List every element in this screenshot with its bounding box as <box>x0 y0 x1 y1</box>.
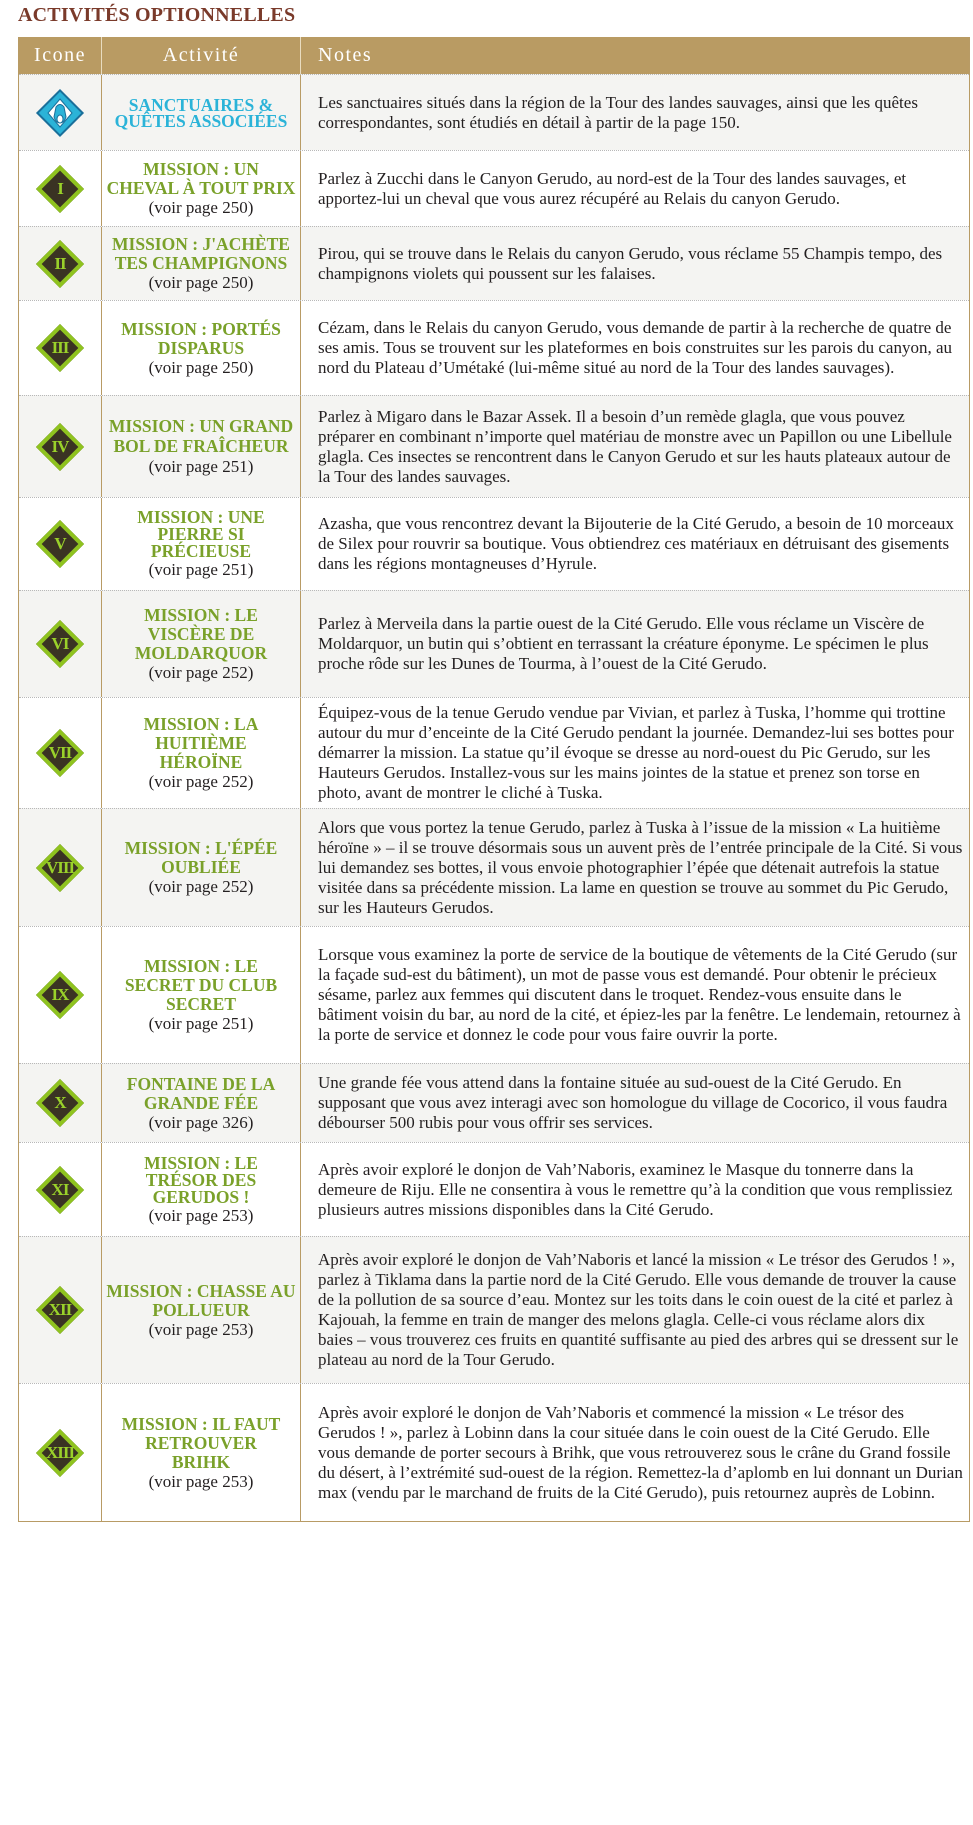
activity-cell <box>102 698 301 808</box>
table-row <box>19 808 969 926</box>
table-row <box>19 1383 969 1521</box>
activity-cell <box>102 591 301 697</box>
mission-diamond-icon <box>36 971 84 1019</box>
icon-cell <box>19 698 102 808</box>
page-reference: (voir page 251) <box>148 456 254 476</box>
mission-marker: II <box>54 253 66 273</box>
notes-cell: Équipez-vous de la tenue Gerudo vendue par Vivian, et parlez à Tuska, l’homme qui trottine autour du mur d’enceinte de la Cité Gerudo pendant la journée. Demandez-lui ses bottes pour démarrer la mission. La statue qu’il évoque se dresse au nord-ouest du Pic Gerudo, sur les Hauteurs Gerudos. Installez-vous sur les mains jointes de la statue et prenez son torse en photo, avant de montrer le cliché à Tuska. <box>318 703 954 802</box>
notes-cell: Cézam, dans le Relais du canyon Gerudo, vous demande de partir à la recherche de quatre de ses amis. Tous se trouvent sur les plateformes en bois construites sur les parois du canyon, au nord du Plateau d’Umétaké (lui-même situé au nord de la Tour des landes sauvages). <box>318 318 952 377</box>
page-reference: (voir page 251) <box>148 560 254 579</box>
mission-marker: XII <box>48 1300 72 1319</box>
table-row <box>19 590 969 697</box>
mission-diamond-icon <box>36 423 84 471</box>
page-reference: (voir page 251) <box>148 1014 254 1033</box>
activity-title: MISSION : IL FAUT RETROUVER BRIHK <box>121 1413 281 1472</box>
mission-marker: VII <box>48 743 72 762</box>
notes-cell: Parlez à Zucchi dans le Canyon Gerudo, au nord-est de la Tour des landes sauvages, et apportez-lui un cheval que vous aurez récupéré au Relais du canyon Gerudo. <box>318 168 907 208</box>
activity-title: MISSION : LE SECRET DU CLUB SECRET <box>124 956 278 1014</box>
page-reference: (voir page 253) <box>148 1471 254 1491</box>
page-reference: (voir page 250) <box>148 357 254 377</box>
activity-cell <box>102 1384 301 1521</box>
icon-cell <box>19 151 102 226</box>
page-title: ACTIVITÉS OPTIONNELLES <box>18 4 296 26</box>
notes-cell: Après avoir exploré le donjon de Vah’Naboris et lancé la mission « Le trésor des Gerudos ! », parlez à Tiklama dans la partie nord de la Cité Gerudo. Elle vous demande de trouver la cause de la pollution de sa source d’eau. Montez sur les toits dans le coin ouest de la cité et parlez à Kajouah, la femme en train de manger des melons glagla. Celle-ci vous réclame alors dix baies – vous trouverez ces fruits en quantité suffisante au pied des arbres qui se dressent sur le plateau au nord de la Tour Gerudo. <box>318 1250 959 1369</box>
page-reference: (voir page 252) <box>148 663 254 682</box>
activity-cell <box>102 301 301 395</box>
icon-cell <box>19 75 102 150</box>
activities-table <box>18 37 970 1522</box>
activity-title: SANCTUAIRES & QUÊTES ASSOCIÉES <box>114 94 288 131</box>
mission-marker: IV <box>51 436 69 456</box>
mission-diamond-icon <box>36 729 84 777</box>
notes-cell: Après avoir exploré le donjon de Vah’Naboris et commencé la mission « Le trésor des Gerudos ! », parlez à Lobinn dans la cour située dans le coin ouest de la Cité Gerudo. Elle vous demande de porter secours à Brihk, que vous retrouverez sous le crâne du Grand fossile du désert, à l’extrémité sud-ouest de la région. Remettez-la d’aplomb en lui donnant un Durian max (vendu par le marchand de fruits de la Cité Gerudo), puis retournez auprès de Lobinn. <box>318 1402 963 1502</box>
notes-cell: Parlez à Migaro dans le Bazar Assek. Il a besoin d’un remède glagla, que vous pouvez préparer en combinant n’importe quel matériau de monstre avec un Papillon ou une Libellule glagla. Ces insectes se rencontrent dans le Canyon Gerudo et sur les hauts plateaux autour de la Tour des landes sauvages. <box>318 406 952 486</box>
mission-diamond-icon <box>36 165 84 213</box>
icon-cell <box>19 227 102 300</box>
icon-cell <box>19 301 102 395</box>
icon-cell <box>19 1237 102 1383</box>
icon-cell <box>19 591 102 697</box>
icon-cell <box>19 1143 102 1236</box>
page-reference: (voir page 253) <box>148 1205 254 1225</box>
mission-diamond-icon <box>36 1166 84 1214</box>
activity-title: MISSION : UN GRAND BOL DE FRAÎCHEUR <box>108 415 294 456</box>
table-row <box>19 226 969 300</box>
table-row <box>19 74 969 150</box>
table-row <box>19 1142 969 1236</box>
page-reference: (voir page 253) <box>148 1319 254 1339</box>
mission-marker: V <box>54 534 66 553</box>
mission-marker: XIII <box>45 1442 75 1462</box>
activity-cell <box>102 151 301 226</box>
notes-cell: Après avoir exploré le donjon de Vah’Naboris, examinez le Masque du tonnerre dans la demeure de Riju. Elle ne consentira à vous le remettre qu’à la condition que vous remplissiez plusieurs autres missions disponibles dans la Cité Gerudo. <box>318 1159 953 1219</box>
activity-title: FONTAINE DE LA GRANDE FÉE <box>126 1073 276 1113</box>
table-row <box>19 1063 969 1142</box>
header-notes: Notes <box>318 44 373 66</box>
mission-marker: I <box>57 178 63 198</box>
table-row <box>19 497 969 590</box>
table-header <box>19 37 969 74</box>
mission-diamond-icon <box>36 844 84 892</box>
notes-cell: Les sanctuaires situés dans la région de la Tour des landes sauvages, ainsi que les quêtes correspondantes, sont étudiés en détail à partir de la page 150. <box>318 92 918 132</box>
table-row <box>19 395 969 497</box>
header-activity: Activité <box>102 37 301 74</box>
notes-cell: Azasha, que vous rencontrez devant la Bijouterie de la Cité Gerudo, a besoin de 10 morceaux de Silex pour rouvrir sa boutique. Vous obtiendrez ces matériaux en détruisant des gisements dans les régions montagneuses d’Hyrule. <box>318 514 954 573</box>
activity-title: MISSION : PORTÉS DISPARUS <box>121 318 281 358</box>
activity-title: MISSION : J'ACHÈTE TES CHAMPIGNONS <box>112 234 290 273</box>
activity-cell <box>102 75 301 150</box>
mission-diamond-icon <box>36 324 84 372</box>
icon-cell <box>19 927 102 1063</box>
page-reference: (voir page 252) <box>148 877 254 896</box>
activity-cell <box>102 1064 301 1142</box>
icon-cell <box>19 1384 102 1521</box>
icon-cell <box>19 396 102 497</box>
mission-diamond-icon <box>36 1429 84 1477</box>
mission-marker: III <box>51 338 69 357</box>
notes-cell: Parlez à Merveila dans la partie ouest de la Cité Gerudo. Elle vous réclame un Viscère de Moldarquor, un butin qui s’obtient en terrassant la créature éponyme. Le spécimen le plus proche rôde sur les Dunes de Tourma, à l’ouest de la Cité Gerudo. <box>318 614 929 673</box>
table-row <box>19 150 969 226</box>
icon-cell <box>19 1064 102 1142</box>
table-row <box>19 926 969 1063</box>
mission-marker: IX <box>51 985 69 1004</box>
activity-title: MISSION : L'ÉPÉE OUBLIÉE <box>124 838 278 877</box>
notes-cell: Une grande fée vous attend dans la fontaine située au sud-ouest de la Cité Gerudo. En supposant que vous avez interagi avec son homologue du village de Cocorico, il vous faudra débourser 500 rubis pour vous offrir ses services. <box>318 1073 948 1132</box>
mission-diamond-icon <box>36 240 84 288</box>
activity-cell <box>102 809 301 926</box>
mission-diamond-icon <box>36 1286 84 1334</box>
activity-cell <box>102 1143 301 1236</box>
page-reference: (voir page 252) <box>148 772 254 791</box>
activity-cell <box>102 1237 301 1383</box>
activity-title: MISSION : CHASSE AU POLLUEUR <box>106 1280 296 1320</box>
icon-cell <box>19 809 102 926</box>
notes-cell: Lorsque vous examinez la porte de service de la boutique de vêtements de la Cité Gerudo (sur la façade sud-est du bâtiment), un mot de passe vous est demandé. Pour obtenir le précieux sésame, parlez aux femmes qui discutent dans le troquet. Rendez-vous ensuite dans le bâtiment voisin du bar, au nord de la cité, et épiez-les par la fenêtre. Le lendemain, retournez à la porte de service et donnez le code pour vous faire ouvrir la porte. <box>318 945 961 1044</box>
activity-cell <box>102 227 301 300</box>
page-reference: (voir page 326) <box>148 1112 254 1132</box>
activity-title: MISSION : LE TRÉSOR DES GERUDOS ! <box>144 1152 258 1207</box>
icon-cell <box>19 498 102 590</box>
shrine-icon <box>32 85 88 141</box>
mission-marker: VIII <box>45 857 75 877</box>
activity-title: MISSION : UN CHEVAL À TOUT PRIX <box>106 159 296 198</box>
page-reference: (voir page 250) <box>148 198 254 217</box>
activity-title: MISSION : LE VISCÈRE DE MOLDARQUOR <box>134 605 268 663</box>
mission-marker: VI <box>51 634 69 653</box>
activity-title: MISSION : LA HUITIÈME HÉROÏNE <box>143 714 259 772</box>
table-row <box>19 697 969 808</box>
activity-cell <box>102 396 301 497</box>
notes-cell: Pirou, qui se trouve dans le Relais du canyon Gerudo, vous réclame 55 Champis tempo, des champignons violets qui poussent sur les falaises. <box>318 243 943 283</box>
table-row <box>19 1236 969 1383</box>
activity-cell <box>102 498 301 590</box>
mission-diamond-icon <box>36 520 84 568</box>
header-icon: Icone <box>19 37 102 74</box>
table-row <box>19 300 969 395</box>
activity-cell <box>102 927 301 1063</box>
mission-marker: XI <box>51 1179 69 1199</box>
activity-title: MISSION : UNE PIERRE SI PRÉCIEUSE <box>137 507 265 561</box>
notes-cell: Alors que vous portez la tenue Gerudo, parlez à Tuska à l’issue de la mission « La huitième héroïne » – il se trouve désormais sous un auvent près de l’entrée principale de la Cité. Si vous lui demandez ses bottes, il vous envoie photographier l’épée que détenait autrefois la statue visitée dans sa précédente mission. La lame en question se trouve au sommet du Pic Gerudo, sur les Hauteurs Gerudos. <box>318 817 963 917</box>
mission-marker: X <box>54 1093 66 1112</box>
page-reference: (voir page 250) <box>148 273 254 292</box>
mission-diamond-icon <box>36 620 84 668</box>
mission-diamond-icon <box>36 1079 84 1127</box>
